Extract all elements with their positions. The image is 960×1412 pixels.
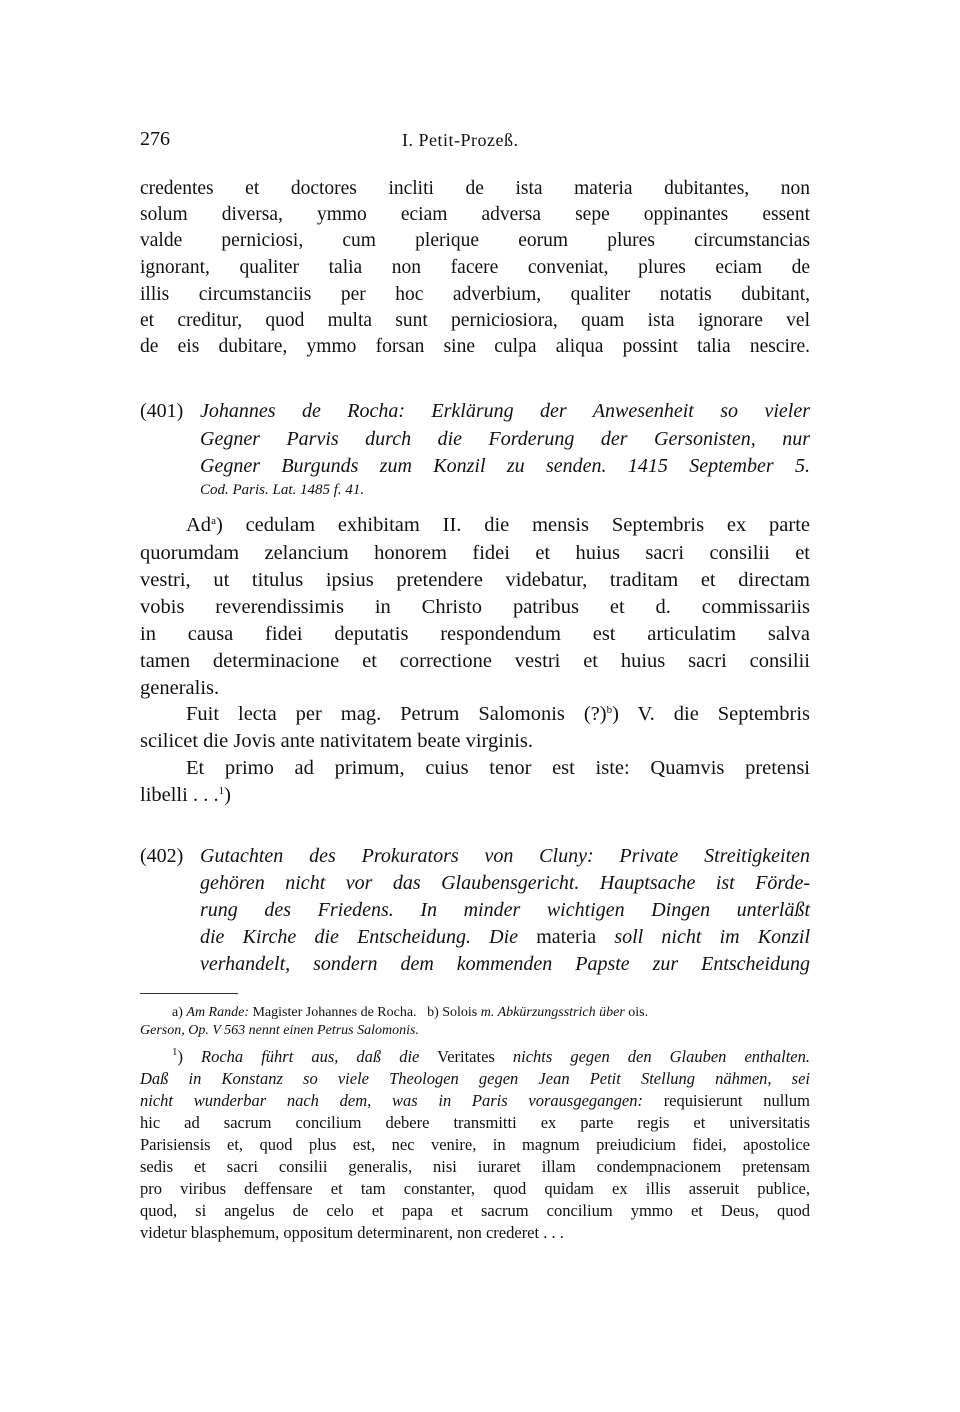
text-fragment: materia: [518, 926, 615, 948]
footnote-line: hic ad sacrum concilium debere transmitti ex parte regis et universitatis: [140, 1113, 810, 1132]
footnote-marker: 1: [172, 1046, 178, 1058]
footnote-line: $^1$) Rocha führt aus, daß die Veritates nichts gegen den Glauben enthalten.: [172, 1046, 810, 1066]
text-fragment: Rocha führt aus, daß die: [183, 1047, 420, 1066]
footnote-line: Parisiensis et, quod plus est, nec venire, in magnum preiudicium fidei, apostolice: [140, 1135, 810, 1154]
heading-line: gehören nicht vor das Glaubensgericht. Hauptsache ist Förde-: [200, 872, 810, 894]
text-line: de eis dubitare, ymmo forsan sine culpa aliqua possint talia nescire.: [140, 336, 810, 357]
text-fragment: nicht wunderbar nach dem, was in Paris vorausgegangen:: [140, 1091, 643, 1110]
text-line: in causa fidei deputatis respondendum est articulatim salva: [140, 623, 810, 645]
text-line: [186, 511, 810, 539]
entry-number: (401): [140, 400, 184, 422]
text-line: ignorant, qualiter talia non facere conveniat, plures eciam de: [140, 257, 810, 278]
text-fragment: ois.: [624, 1005, 649, 1020]
text-line: vobis reverendissimis in Christo patribus et d. commissariis: [140, 596, 810, 618]
text-line: credentes et doctores incliti de ista materia dubitantes, non: [140, 178, 810, 199]
footnote-marker: 1: [218, 785, 225, 797]
text-fragment: Veritates: [419, 1047, 513, 1066]
footnote-line: [140, 1090, 810, 1112]
text-line: quorumdam zelancium honorem fidei et huius sacri consilii et: [140, 542, 810, 564]
text-fragment: nichts gegen den Glauben enthalten.: [512, 1047, 810, 1066]
text-fragment: die Kirche die Entscheidung. Die: [200, 926, 519, 948]
text-fragment: soll nicht im Konzil: [614, 926, 810, 948]
text-fragment: b) Solois: [427, 1005, 481, 1020]
text-fragment: ) V. die Septembris: [612, 703, 811, 725]
heading-line: Gegner Burgunds zum Konzil zu senden. 1415 September 5.: [200, 455, 810, 477]
text-fragment: ) cedulam exhibitam II. die mensis Septembris ex parte: [215, 514, 810, 536]
footnote-line: [172, 1003, 810, 1023]
heading-line: [200, 924, 810, 951]
heading-line: Gutachten des Prokurators von Cluny: Private Streitigkeiten: [200, 845, 810, 867]
footnote-line: sedis et sacri consilii generalis, nisi iuraret illam condempnacionem pretensam: [140, 1157, 810, 1176]
text-line: tamen determinacione et correctione vestri et huius sacri consilii: [140, 650, 810, 672]
text-fragment: libelli . . .: [140, 784, 219, 806]
entry-number: (402): [140, 845, 184, 867]
text-line: illis circumstanciis per hoc adverbium, qualiter notatis dubitant,: [140, 284, 810, 305]
text-fragment: Magister Johannes de Rocha.: [248, 1005, 417, 1020]
running-title: I. Petit-Prozeß.: [402, 130, 519, 150]
text-line: solum diversa, ymmo eciam adversa sepe oppinantes essent: [140, 204, 810, 225]
text-fragment: requisierunt nullum: [642, 1091, 810, 1110]
footnote-line: videtur blasphemum, oppositum determinarent, non crederet . . .: [140, 1223, 564, 1242]
text-line: valde perniciosi, cum plerique eorum plures circumstancias: [140, 230, 810, 251]
footnote-marker: a: [211, 515, 216, 527]
text-fragment: ): [224, 784, 231, 806]
heading-line: Johannes de Rocha: Erklärung der Anwesenheit so vieler: [200, 400, 810, 422]
footnote-line: quod, si angelus de celo et papa et sacrum concilium ymmo et Deus, quod: [140, 1201, 810, 1220]
page-header: [140, 128, 810, 158]
footnote-divider: [140, 993, 238, 994]
heading-line: rung des Friedens. In minder wichtigen Dingen unterläßt: [200, 899, 810, 921]
footnote-marker: b: [606, 704, 613, 716]
text-line: generalis.: [140, 677, 220, 699]
footnote-line: pro viribus deffensare et tam constanter, quod quidam ex illis asseruit publice,: [140, 1179, 810, 1198]
page-number: 276: [140, 128, 170, 150]
text-fragment: m. Abkürzungsstrich über: [480, 1005, 625, 1020]
text-fragment: Ad: [186, 514, 212, 536]
footnote-line: Gerson, Op. V 563 nennt einen Petrus Salomonis.: [140, 1023, 419, 1038]
text-fragment: a): [172, 1005, 187, 1020]
text-fragment: Fuit lecta per mag. Petrum Salomonis (?): [186, 703, 607, 725]
text-line: [140, 781, 810, 809]
source-reference: Cod. Paris. Lat. 1485 f. 41.: [200, 482, 365, 498]
heading-line: verhandelt, sondern dem kommenden Papste zur Entscheidung: [200, 953, 810, 975]
heading-line: Gegner Parvis durch die Forderung der Gersonisten, nur: [200, 428, 810, 450]
text-line: scilicet die Jovis ante nativitatem beate virginis.: [140, 730, 534, 752]
footnote-line: Daß in Konstanz so viele Theologen gegen Jean Petit Stellung nähmen, sei: [140, 1069, 810, 1088]
text-line: vestri, ut titulus ipsius pretendere videbatur, traditam et directam: [140, 569, 810, 591]
text-line: et creditur, quod multa sunt perniciosiora, quam ista ignorare vel: [140, 310, 810, 331]
text-fragment: Am Rande:: [186, 1005, 249, 1020]
text-line: [186, 700, 810, 728]
text-line: Et primo ad primum, cuius tenor est iste: Quamvis pretensi: [186, 757, 810, 779]
